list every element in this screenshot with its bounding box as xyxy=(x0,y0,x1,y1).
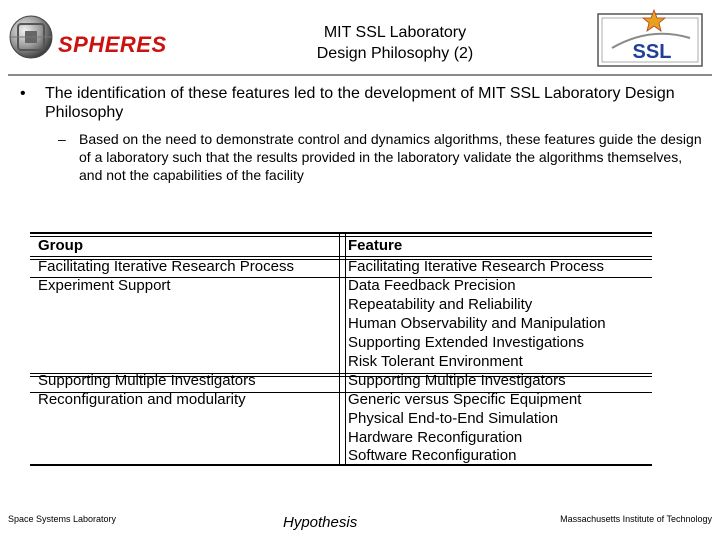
feature-cell: Risk Tolerant Environment xyxy=(348,353,523,370)
group-cell: Supporting Multiple Investigators xyxy=(38,372,256,389)
sub-bullet-text: Based on the need to demonstrate control and dynamics algorithms, these features guide the design of a laboratory such that the results provided in the laboratory validate the algorithms themselves, and not the capabilities of the facility xyxy=(79,131,702,183)
main-bullet-text: The identification of these features led to the development of MIT SSL Laboratory Design Philosophy xyxy=(45,85,675,121)
feature-cell: Hardware Reconfiguration xyxy=(348,429,523,446)
header-divider xyxy=(8,74,712,76)
footer-left: Space Systems Laboratory xyxy=(8,514,117,524)
star-icon xyxy=(643,10,665,31)
feature-cell: Supporting Multiple Investigators xyxy=(348,372,566,389)
footer-right: Massachusetts Institute of Technology xyxy=(560,514,712,524)
feature-cell: Generic versus Specific Equipment xyxy=(348,391,582,408)
spheres-logo xyxy=(8,12,186,62)
feature-cell: Repeatability and Reliability xyxy=(348,296,533,313)
feature-cell: Software Reconfiguration xyxy=(348,447,517,464)
group-cell: Experiment Support xyxy=(38,277,171,294)
spheres-sphere-icon xyxy=(8,14,54,60)
spheres-logo-text: SPHERES xyxy=(58,32,167,57)
feature-cell: Supporting Extended Investigations xyxy=(348,334,584,351)
table-column-divider xyxy=(339,232,346,466)
bullet-mark: • xyxy=(20,85,26,102)
column-header-feature: Feature xyxy=(348,237,403,254)
sub-bullet-mark: – xyxy=(58,131,66,147)
feature-cell: Data Feedback Precision xyxy=(348,277,516,294)
philosophy-table xyxy=(30,232,652,466)
title-line-2: Design Philosophy (2) xyxy=(316,45,474,62)
group-cell: Reconfiguration and modularity xyxy=(38,391,246,408)
group-cell: Facilitating Iterative Research Process xyxy=(38,258,294,275)
footer-center: Hypothesis xyxy=(283,514,358,531)
feature-cell: Human Observability and Manipulation xyxy=(348,315,606,332)
feature-cell: Physical End-to-End Simulation xyxy=(348,410,559,427)
feature-cell: Facilitating Iterative Research Process xyxy=(348,258,604,275)
column-header-group: Group xyxy=(38,237,83,254)
page-title xyxy=(200,22,590,64)
mit-ssl-logo xyxy=(592,8,708,70)
title-line-1: MIT SSL Laboratory xyxy=(323,24,467,41)
mit-ssl-logo-text: SSL xyxy=(632,41,672,63)
